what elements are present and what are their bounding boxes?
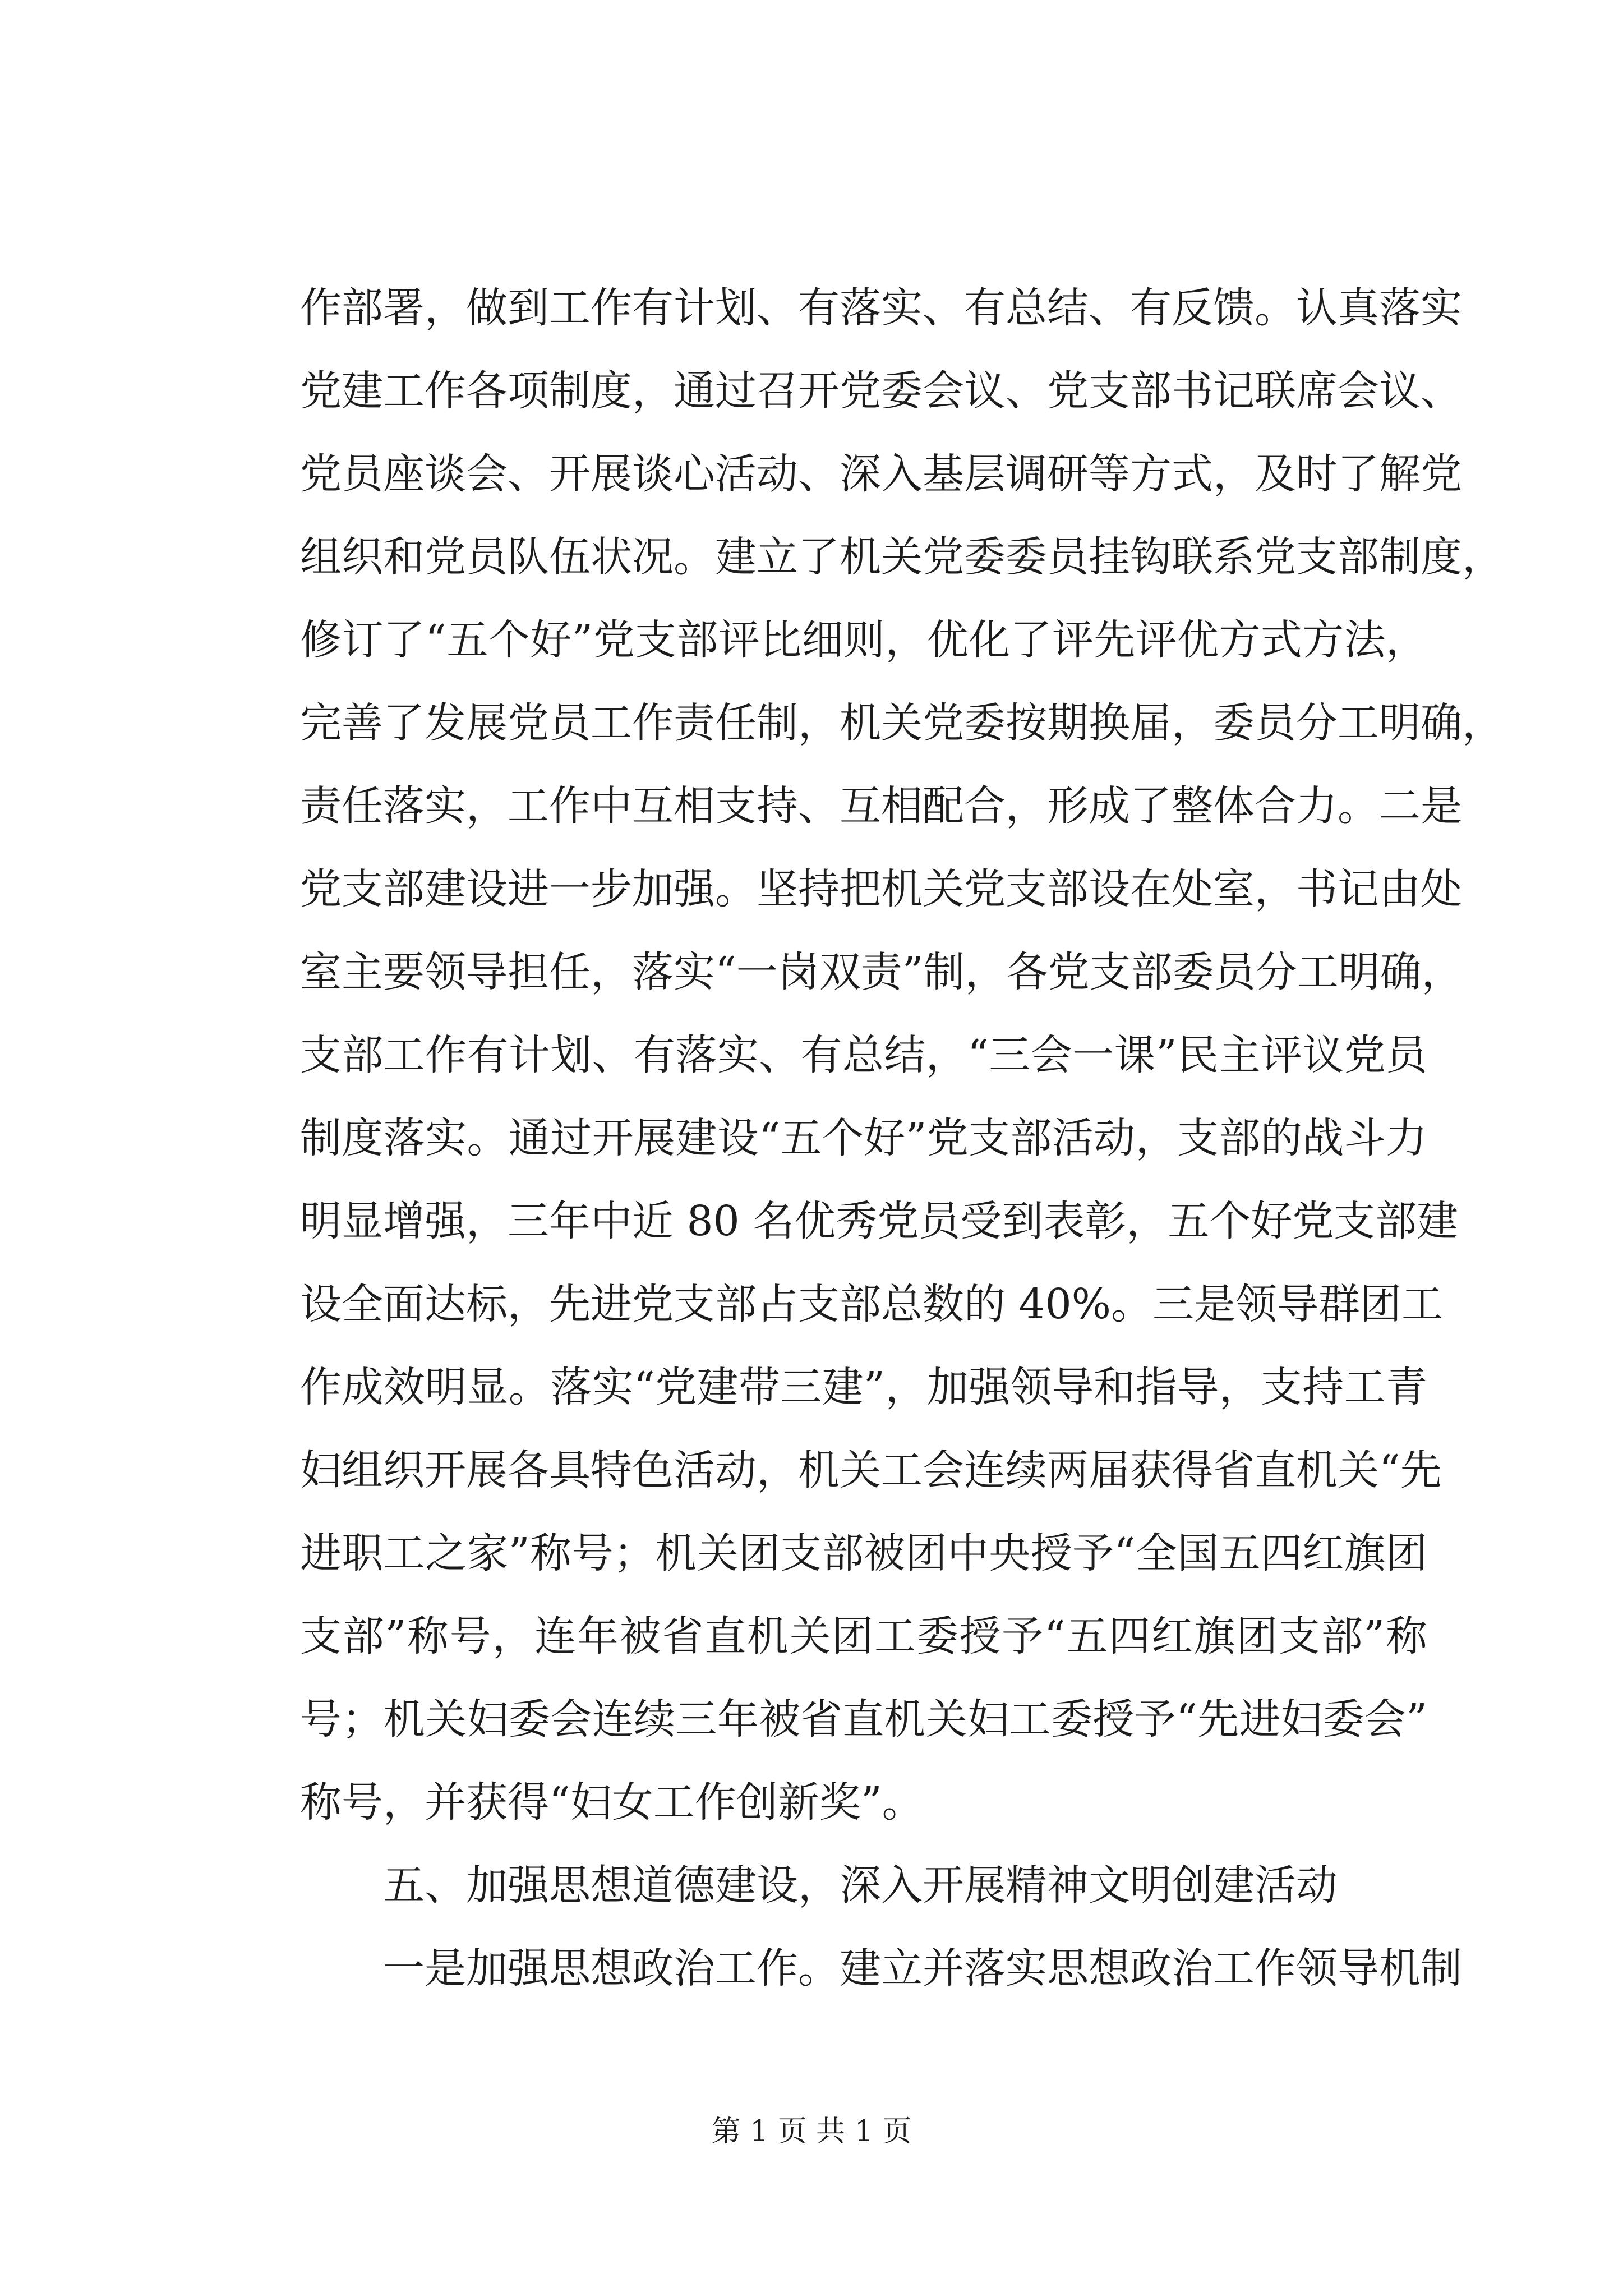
paragraph-line: 修订了“五个好”党支部评比细则，优化了评先评优方式方法， [300,616,1427,664]
paragraph-line: 组织和党员队伍状况。建立了机关党委委员挂钩联系党支部制度， [300,533,1504,581]
paragraph-line: 作部署，做到工作有计划、有落实、有总结、有反馈。认真落实 [300,284,1462,332]
paragraph-line: 支部工作有计划、有落实、有总结，“三会一课”民主评议党员 [300,1031,1427,1079]
paragraph-line: 号；机关妇委会连续三年被省直机关妇工委授予“先进妇委会” [300,1695,1427,1743]
paragraph-line: 党员座谈会、开展谈心活动、深入基层调研等方式，及时了解党 [300,450,1462,498]
document-body [300,266,1504,2010]
paragraph-line: 妇组织开展各具特色活动，机关工会连续两届获得省直机关“先 [300,1446,1442,1494]
paragraph-line: 党建工作各项制度，通过召开党委会议、党支部书记联席会议、 [300,367,1462,415]
paragraph-line: 进职工之家”称号；机关团支部被团中央授予“全国五四红旗团 [300,1529,1427,1577]
paragraph-line: 党支部建设进一步加强。坚持把机关党支部设在处室，书记由处 [300,865,1462,913]
paragraph-line: 支部”称号，连年被省直机关团工委授予“五四红旗团支部”称 [300,1612,1427,1660]
section-heading: 五、加强思想道德建设，深入开展精神文明创建活动 [383,1861,1338,1910]
page-number: 第 1 页 共 1 页 [711,2115,912,2148]
paragraph-line: 明显增强，三年中近 80 名优秀党员受到表彰，五个好党支部建 [300,1197,1459,1245]
paragraph-line: 室主要领导担任，落实“一岗双责”制，各党支部委员分工明确， [300,948,1463,996]
page-footer [0,2109,1623,2154]
paragraph-line: 责任落实，工作中互相支持、互相配合，形成了整体合力。二是 [300,782,1462,830]
paragraph-line: 设全面达标，先进党支部占支部总数的 40%。三是领导群团工 [300,1280,1443,1328]
paragraph-line: 完善了发展党员工作责任制，机关党委按期换届，委员分工明确， [300,699,1504,747]
section-first-line: 一是加强思想政治工作。建立并落实思想政治工作领导机制 [383,1944,1462,1993]
paragraph-line: 制度落实。通过开展建设“五个好”党支部活动，支部的战斗力 [300,1114,1427,1162]
paragraph-line: 称号，并获得“妇女工作创新奖”。 [300,1778,924,1826]
paragraph-line: 作成效明显。落实“党建带三建”，加强领导和指导，支持工青 [300,1363,1427,1411]
